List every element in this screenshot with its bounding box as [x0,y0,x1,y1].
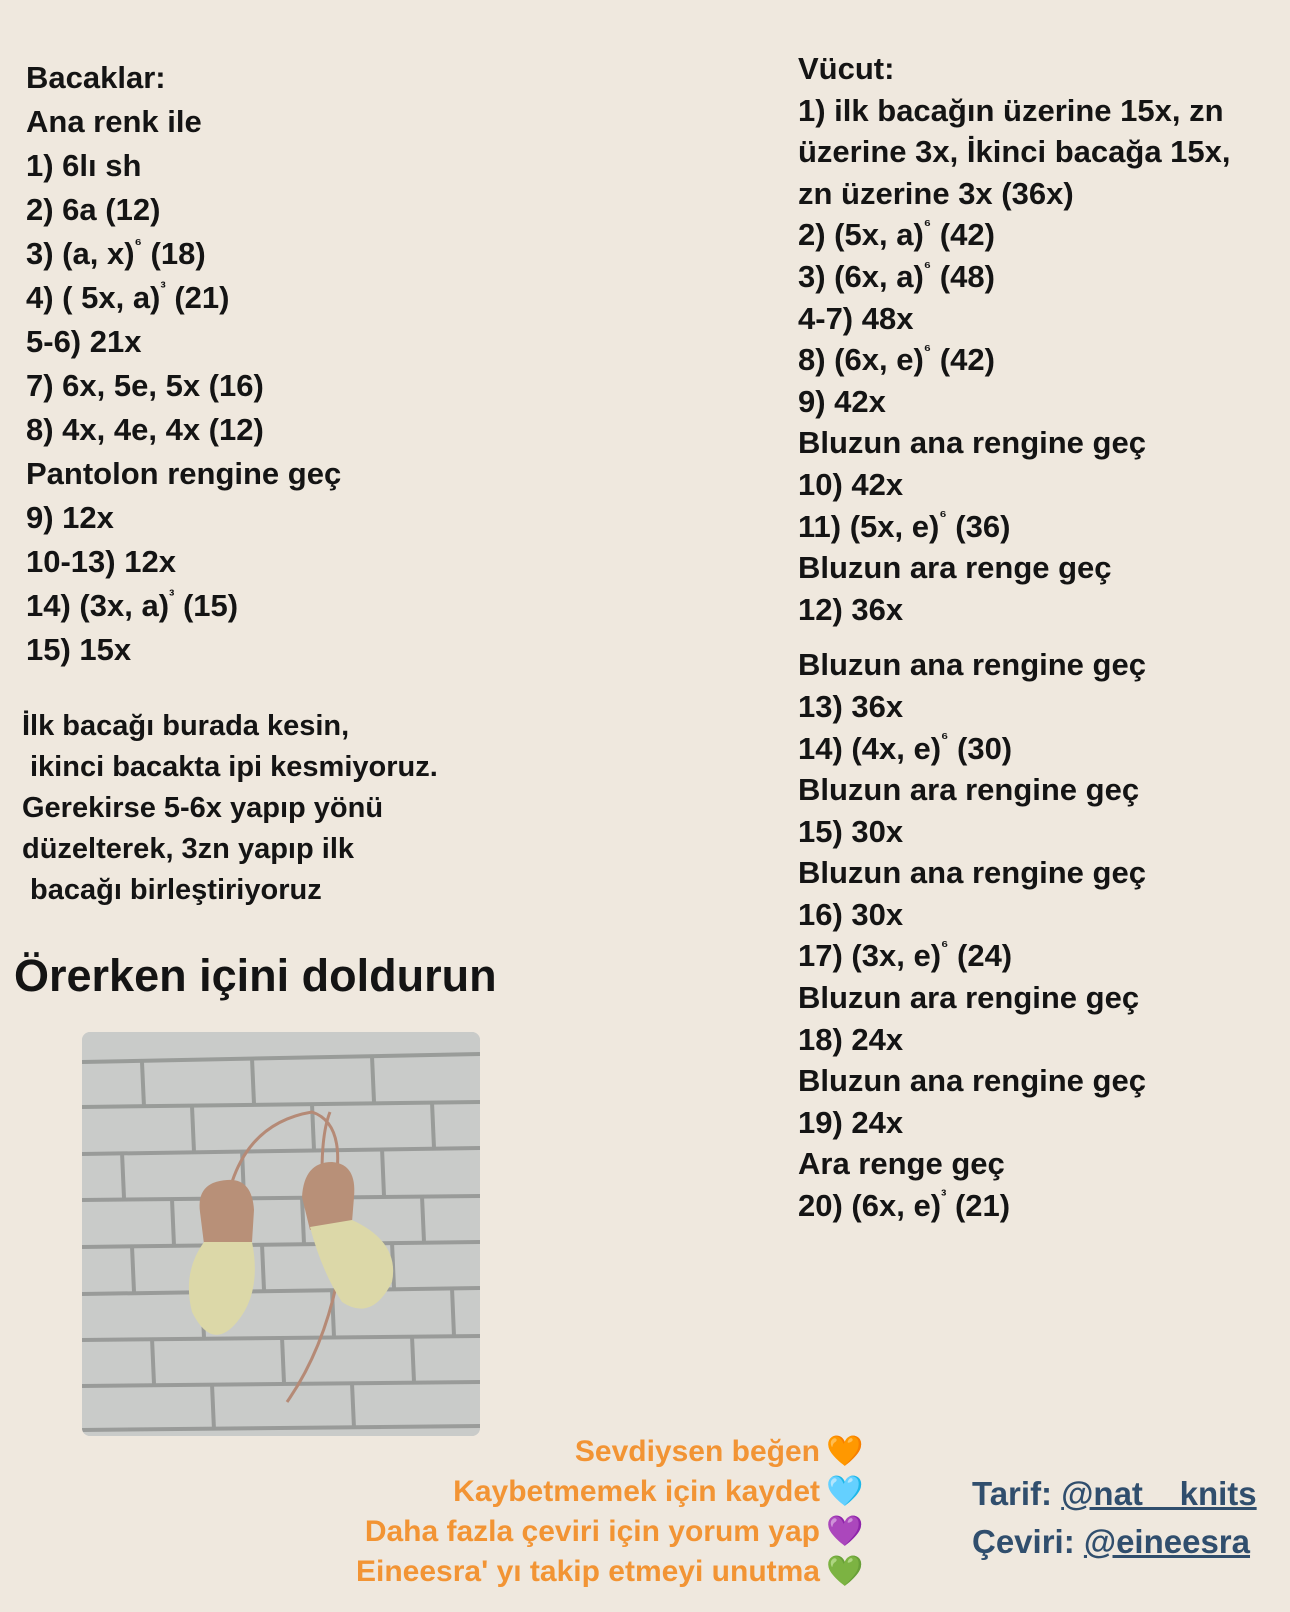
step-line: 4-7) 48x [798,300,914,336]
step-line: 8) (6x, e)$^{^6}$ (42) [798,341,995,378]
step-line: Bluzun ana rengine geç [798,1063,1146,1099]
step-line: Ara renge geç [798,1146,1005,1182]
step-line: 1) ilk bacağın üzerine 15x, zn [798,92,1224,128]
translation-credit [972,1518,1257,1566]
legs-note [22,706,438,911]
step-line: 16) 30x [798,896,904,932]
step-line: 19) 24x [798,1104,904,1140]
step-line: 15) 15x [26,632,132,667]
body-title: Vücut: [798,51,895,86]
step-line: 10-13) 12x [26,544,176,579]
step-line: Bluzun ara renge geç [798,550,1112,586]
footer-text: Sevdiysen beğen [574,1435,820,1468]
step-line: 1) 6lı sh [26,148,142,183]
step-line: Bluzun ana rengine geç [798,855,1146,891]
step-line: 10) 42x [798,466,904,502]
stuffing-heading: Örerken içini doldurun [14,950,497,1001]
orange-heart-icon: 🧡 [826,1435,864,1468]
step-line: 17) (3x, e)$^{^6}$ (24) [798,938,1013,974]
step-line: 3) (6x, a)$^{^6}$ (48) [798,258,995,294]
footer-callouts [356,1432,862,1592]
spacer [798,630,1278,644]
recipe-handle-link[interactable]: @nat__knits [1061,1475,1257,1512]
legs-steps-list [26,144,686,672]
footer-text: Eineesra' yı takip etmeyi unutma [356,1555,820,1588]
note-line: düzelterek, 3zn yapıp ilk [22,833,354,865]
step-line: 2) 6a (12) [26,192,161,227]
step-line: Bluzun ana rengine geç [798,647,1146,683]
step-line: Bluzun ara rengine geç [798,980,1140,1016]
step-line: 9) 12x [26,500,114,535]
footer-line [356,1432,862,1472]
note-line: Gerekirse 5-6x yapıp yönü [22,792,384,824]
recipe-label: Tarif: [972,1475,1053,1512]
step-line: 5-6) 21x [26,324,142,359]
footer-text: Daha fazla çeviri için yorum yap [364,1515,820,1548]
body-section [798,48,1278,1227]
translation-label: Çeviri: [972,1523,1075,1560]
crochet-legs-photo [82,1032,480,1436]
step-line: üzerine 3x, İkinci bacağa 15x, [798,134,1231,170]
step-line: 11) (5x, e)$^{^6}$ (36) [798,508,1011,544]
step-line: 7) 6x, 5e, 5x (16) [26,368,264,403]
step-line: zn üzerine 3x (36x) [798,175,1074,211]
legs-title: Bacaklar: [26,60,166,95]
step-line: Bluzun ana rengine geç [798,425,1146,461]
step-line: 3) (a, x)$^{^6}$ (18) [26,235,206,271]
step-line: Pantolon rengine geç [26,456,342,491]
step-line: Bluzun ara rengine geç [798,772,1140,808]
legs-section [26,56,686,672]
note-line: ikinci bacakta ipi kesmiyoruz. [30,751,438,783]
purple-heart-icon: 💜 [826,1515,864,1548]
footer-text: Kaybetmemek için kaydet [453,1475,820,1508]
step-line: 13) 36x [798,688,904,724]
step-line: 2) (5x, a)$^{^6}$ (42) [798,217,995,253]
body-steps-list-b [798,644,1278,1226]
step-line: 15) 30x [798,813,904,849]
body-steps-list-a [798,90,1278,631]
legs-subtitle: Ana renk ile [26,104,202,139]
translation-handle-link[interactable]: @eineesra [1083,1523,1251,1560]
step-line: 20) (6x, e)$^{^3}$ (21) [798,1187,1011,1224]
green-heart-icon: 💚 [826,1555,864,1588]
step-line: 14) (4x, e)$^{^6}$ (30) [798,730,1013,766]
step-line: 14) (3x, a)$^{^3}$ (15) [26,587,239,623]
step-line: 8) 4x, 4e, 4x (12) [26,412,264,447]
note-line: İlk bacağı burada kesin, [22,710,350,742]
note-line: bacağı birleştiriyoruz [30,874,322,906]
step-line: 18) 24x [798,1021,904,1057]
footer-line [356,1552,862,1592]
step-line: 9) 42x [798,383,886,419]
footer-line [356,1512,862,1552]
step-line: 4) ( 5x, a)$^{^3}$ (21) [26,279,230,315]
recipe-credit [972,1470,1257,1518]
crochet-legs-illustration [82,1032,480,1436]
credits [972,1470,1257,1566]
step-line: 12) 36x [798,591,904,627]
footer-line [356,1472,862,1512]
light-blue-heart-icon: 🩵 [826,1475,864,1508]
